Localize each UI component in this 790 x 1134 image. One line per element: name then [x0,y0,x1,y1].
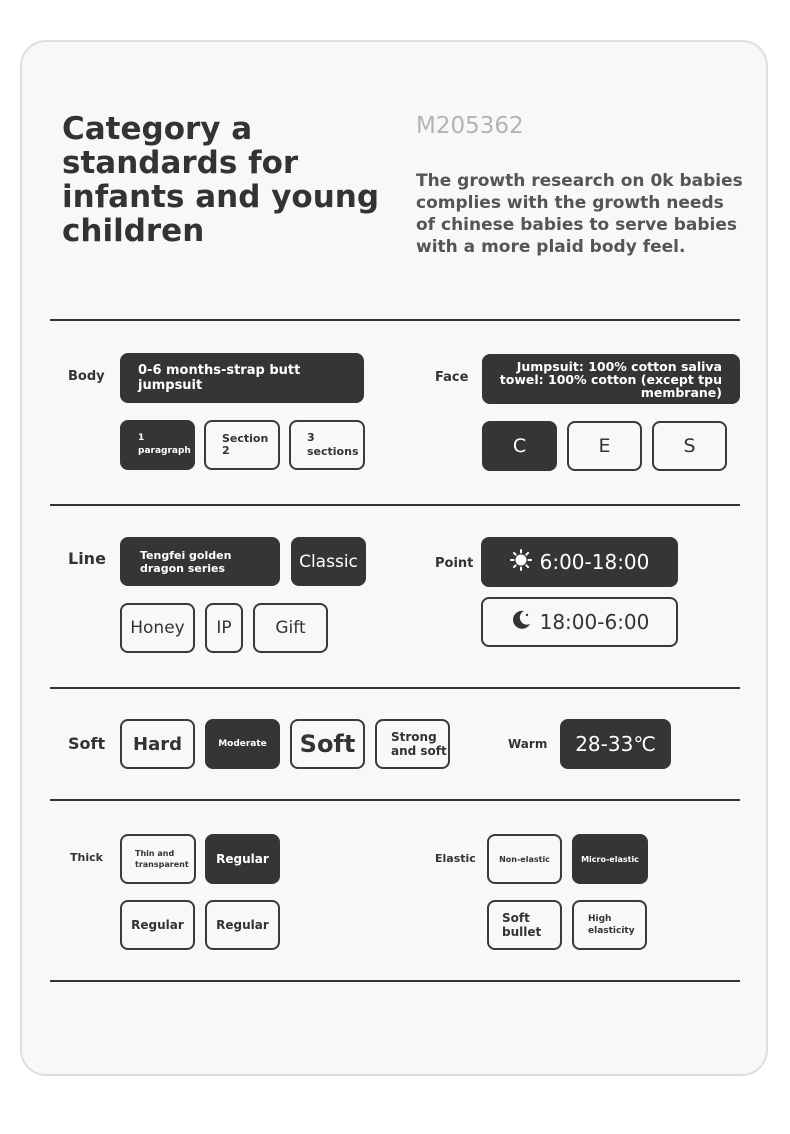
face-label: Face [435,370,469,385]
line-option-chip: Gift [253,603,328,653]
body-option-chip: 3 sections [289,420,365,470]
soft-option-chip: Moderate [205,719,280,769]
thick-option-chip: Regular [120,900,195,950]
warm-label: Warm [508,737,548,751]
thick-option-chip: Regular [205,834,280,884]
face-option-chip: S [652,421,727,471]
soft-option-chip: Soft [290,719,365,769]
point-night-text: 18:00-6:00 [539,610,650,634]
soft-option-chip: Hard [120,719,195,769]
line-option-chip: Tengfei golden dragon series [120,537,280,586]
elastic-option-chip: High elasticity [572,900,647,950]
divider [50,980,740,982]
point-day-chip [481,537,678,587]
divider [50,687,740,689]
thick-label: Thick [70,851,103,864]
soft-option-chip: Strong and soft [375,719,450,769]
line-option-chip: Classic [291,537,366,586]
point-label: Point [435,556,474,571]
divider [50,319,740,321]
line-option-chip: IP [205,603,243,653]
point-night-chip [481,597,678,647]
point-day-text: 6:00-18:00 [539,550,650,574]
body-label: Body [68,369,105,384]
page-title: Category a standards for infants and young children [62,111,380,249]
face-option-chip: C [482,421,557,471]
product-description: The growth research on 0k babies complies with the growth needs of chinese babies to serve babies with a more plaid body feel. [416,171,743,257]
line-option-chip: Honey [120,603,195,653]
elastic-label: Elastic [435,852,476,865]
elastic-option-chip: Non-elastic [487,834,562,884]
soft-label: Soft [68,734,106,753]
thick-option-chip: Regular [205,900,280,950]
line-label: Line [68,549,106,568]
sun-icon [510,549,532,576]
thick-option-chip: Thin and transparent [120,834,196,884]
elastic-option-chip: Soft bullet [487,900,562,950]
product-code: M205362 [416,113,524,139]
face-option-chip: E [567,421,642,471]
face-main-chip: Jumpsuit: 100% cotton saliva towel: 100% cotton (except tpu membrane) [482,354,740,404]
moon-icon [510,609,532,636]
elastic-option-chip: Micro-elastic [572,834,648,884]
divider [50,504,740,506]
divider [50,799,740,801]
body-main-chip: 0-6 months-strap butt jumpsuit [120,353,364,403]
body-option-chip: Section 2 [204,420,280,470]
warm-value-chip: 28-33℃ [560,719,671,769]
body-option-chip: 1 paragraph [120,420,195,470]
